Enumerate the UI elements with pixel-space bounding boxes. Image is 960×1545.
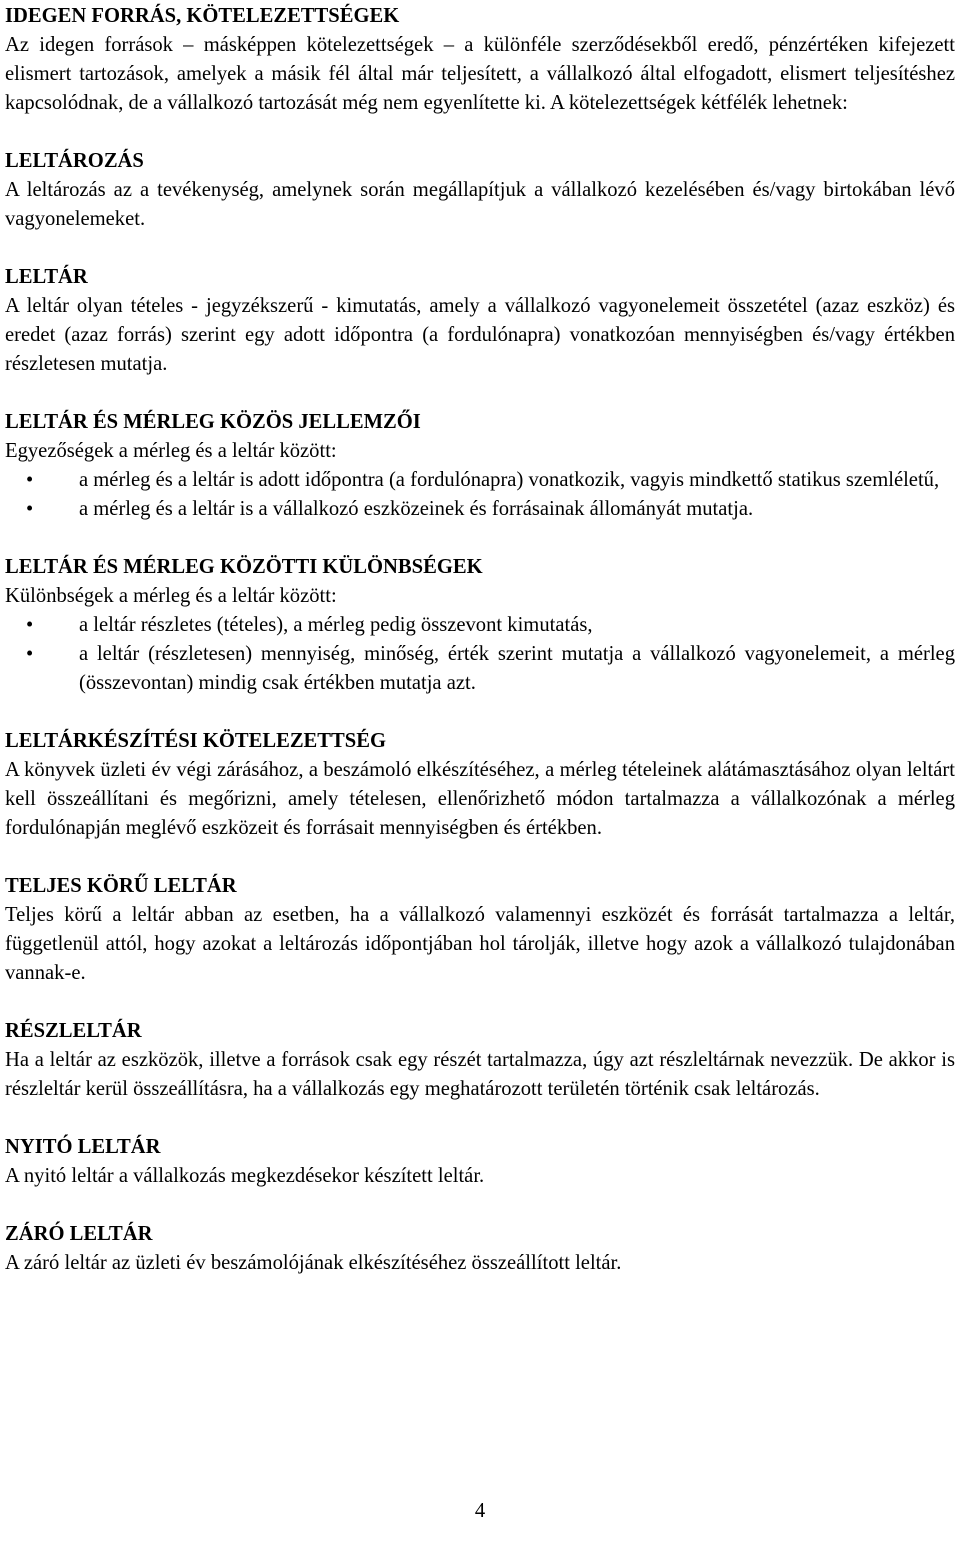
section-title: NYITÓ LELTÁR bbox=[5, 1136, 161, 1158]
section-paragraph: A könyvek üzleti év végi zárásához, a beszámoló elkészítéséhez, a mérleg tételeinek alátámasztásához olyan leltárt kell összeállítani és megőrizni, amely tételesen, ellenőrizhető módon tartalmazza a vállalkozónak a mérleg fordulónapján meglévő eszközeit és forrásait mennyiségben és értékben. bbox=[5, 759, 955, 839]
section-title: ZÁRÓ LELTÁR bbox=[5, 1223, 153, 1245]
section-title: LELTÁRKÉSZÍTÉSI KÖTELEZETTSÉG bbox=[5, 730, 386, 752]
section-reszleltar bbox=[5, 1017, 955, 1104]
section-paragraph: A leltározás az a tevékenység, amelynek során megállapítjuk a vállalkozó kezelésében és/vagy birtokában lévő vagyonelemeket. bbox=[5, 179, 955, 230]
section-title: LELTÁR bbox=[5, 266, 88, 288]
list-item bbox=[5, 466, 955, 495]
section-zaro-leltar bbox=[5, 1220, 955, 1278]
section-title: LELTÁROZÁS bbox=[5, 150, 144, 172]
section-kozos-jellemzok bbox=[5, 408, 955, 524]
section-title: IDEGEN FORRÁS, KÖTELEZETTSÉGEK bbox=[5, 5, 400, 27]
bullet-icon: • bbox=[26, 614, 34, 636]
list-item bbox=[5, 640, 955, 698]
section-nyito-leltar bbox=[5, 1133, 955, 1191]
bullet-icon: • bbox=[26, 643, 34, 665]
section-leltarozas bbox=[5, 147, 955, 234]
section-paragraph: Az idegen források – másképpen kötelezettségek – a különféle szerződésekből eredő, pénzértéken kifejezett elismert tartozások, amelyek a másik fél által már teljesített, a vállalkozó által elfogadott, elismert teljesítéshez kapcsolódnak, de a vállalkozó tartozását még nem egyenlítette ki. A kötelezettségek kétfélék lehetnek: bbox=[5, 34, 955, 114]
list-item bbox=[5, 611, 955, 640]
section-paragraph: Ha a leltár az eszközök, illetve a források csak egy részét tartalmazza, úgy azt részleltárnak nevezzük. De akkor is részleltár kerül összeállításra, ha a vállalkozás egy meghatározott területén történik csak leltározás. bbox=[5, 1049, 955, 1100]
section-teljes-koru-leltar bbox=[5, 872, 955, 988]
section-intro: Különbségek a mérleg és a leltár között: bbox=[5, 585, 337, 607]
section-leltarkeszitesi-kotelezettseg bbox=[5, 727, 955, 843]
list-item-text: a leltár részletes (tételes), a mérleg pedig összevont kimutatás, bbox=[79, 614, 593, 636]
section-paragraph: A leltár olyan tételes - jegyzékszerű - kimutatás, amely a vállalkozó vagyonelemeit összetétel (azaz eszköz) és eredet (azaz forrás) szerint egy adott időpontra (a fordulónapra) vonatkozóan mennyiségben és/vagy értékben részletesen mutatja. bbox=[5, 295, 955, 375]
bullet-icon: • bbox=[26, 498, 34, 520]
document-page bbox=[5, 2, 955, 1307]
section-title: TELJES KÖRŰ LELTÁR bbox=[5, 875, 237, 897]
list-item-text: a mérleg és a leltár is a vállalkozó eszközeinek és forrásainak állományát mutatja. bbox=[79, 498, 754, 520]
section-idegen-forras bbox=[5, 2, 955, 118]
section-intro: Egyezőségek a mérleg és a leltár között: bbox=[5, 440, 337, 462]
page-number: 4 bbox=[474, 1500, 486, 1522]
bullet-list bbox=[5, 466, 955, 524]
section-paragraph: A nyitó leltár a vállalkozás megkezdésekor készített leltár. bbox=[5, 1165, 485, 1187]
bullet-icon: • bbox=[26, 469, 34, 491]
section-leltar bbox=[5, 263, 955, 379]
list-item-text: a leltár (részletesen) mennyiség, minőség, érték szerint mutatja a vállalkozó vagyonelemeit, a mérleg (összevontan) mindig csak értékben mutatja azt. bbox=[79, 643, 955, 694]
section-title: RÉSZLELTÁR bbox=[5, 1020, 142, 1042]
section-paragraph: Teljes körű a leltár abban az esetben, ha a vállalkozó valamennyi eszközét és forrását tartalmazza a leltár, függetlenül attól, hogy azokat a leltározás időpontjában hol tárolják, illetve hogy azok a vállalkozó tulajdonában vannak-e. bbox=[5, 904, 955, 984]
bullet-list bbox=[5, 611, 955, 698]
section-kulonbsegek bbox=[5, 553, 955, 698]
list-item-text: a mérleg és a leltár is adott időpontra (a fordulónapra) vonatkozik, vagyis mindkettő statikus szemléletű, bbox=[79, 469, 940, 491]
section-title: LELTÁR ÉS MÉRLEG KÖZÖS JELLEMZŐI bbox=[5, 411, 421, 433]
list-item bbox=[5, 495, 955, 524]
section-paragraph: A záró leltár az üzleti év beszámolójának elkészítéséhez összeállított leltár. bbox=[5, 1252, 622, 1274]
section-title: LELTÁR ÉS MÉRLEG KÖZÖTTI KÜLÖNBSÉGEK bbox=[5, 556, 483, 578]
